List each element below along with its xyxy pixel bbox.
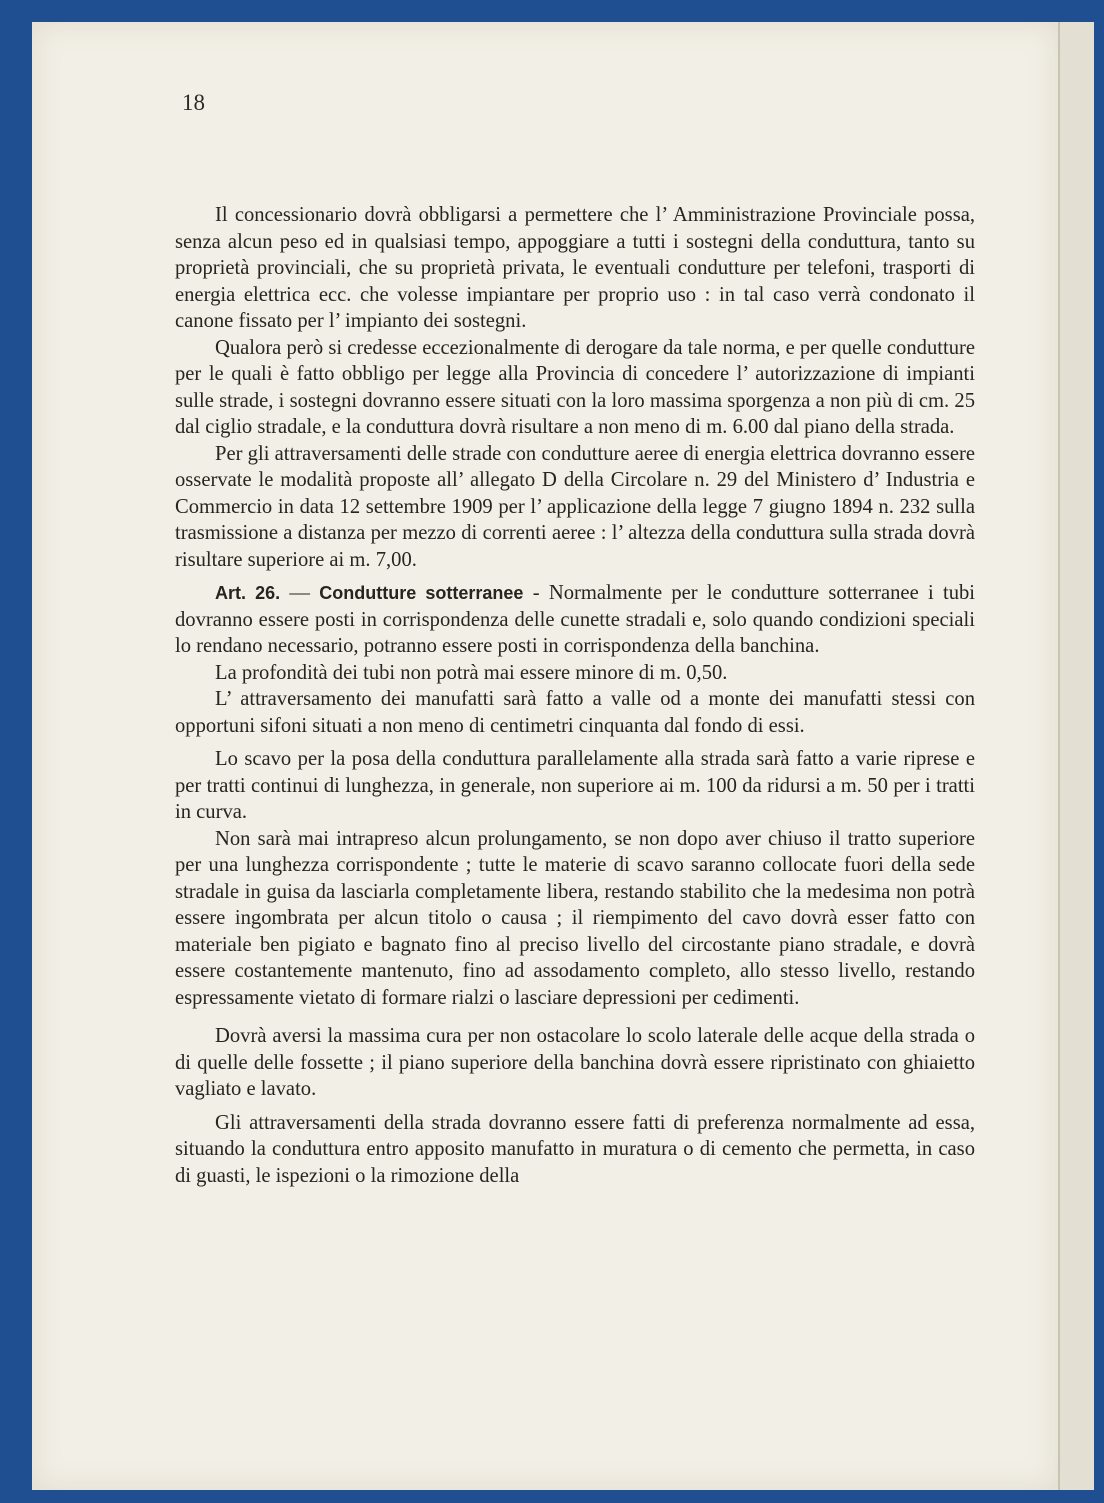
article-dash: — <box>280 582 320 604</box>
paragraph-8: Non sarà mai intrapreso alcun prolungamento, se non dopo aver chiuso il tratto superiore per una lunghezza corrispondente ; tutte le materie di scavo saranno collocate fuori della sede stradale in guisa da lasciarla completamente libera, restando stabilito che la medesima non potrà essere ingombrata per alcun titolo o causa ; il riempimento del cavo dovrà esser fatto con materiale ben pigiato e bagnato fino al preciso livello del circostante piano stradale, e dovrà essere costantemente mantenuto, fino ad assodamento completo, allo stesso livello, restando espressamente vietato di formare rialzi o lasciare depressioni per cedimenti. <box>175 827 975 1009</box>
paragraph-3: Per gli attraversamenti delle strade con condutture aeree di energia elettrica dovranno essere osservate le modalità proposte all’ allegato D della Circolare n. 29 del Ministero d’ Industria e Commercio in data 12 settembre 1909 per l’ applicazione della legge 7 giugno 1894 n. 232 sulla trasmissione a distanza per mezzo di correnti aeree : l’ altezza della conduttura sulla strada dovrà risultare superiore ai m. 7,00. <box>175 442 975 571</box>
article-number: Art. 26. <box>215 583 281 603</box>
paragraph-9: Dovrà aversi la massima cura per non ostacolare lo scolo laterale delle acque della strada o di quelle delle fossette ; il piano superiore della banchina dovrà essere ripristinato con ghiaietto vagliato e lavato. <box>175 1025 975 1100</box>
document-page <box>32 22 1058 1490</box>
paragraph-6: L’ attraversamento dei manufatti sarà fatto a valle od a monte dei manufatti stessi con opportuni sifoni situati a non meno di centimetri cinquanta dal fondo di essi. <box>175 688 975 737</box>
paragraph-2: Qualora però si credesse eccezionalmente di derogare da tale norma, e per quelle condutture per le quali è fatto obbligo per legge alla Provincia di concedere l’ autorizzazione di impianti sulle strade, i sostegni dovranno essere situati con la loro massima sporgenza a non più di cm. 25 dal ciglio stradale, e la conduttura dovrà risultare a non meno di m. 6.00 dal piano della strada. <box>175 336 975 438</box>
article-26-paragraph <box>175 580 975 660</box>
article-text: Normalmente per le condutture sotterranee i tubi dovranno essere posti in corrispondenza delle cunette stradali e, solo quando condizioni speciali lo rendano necessario, potranno essere posti in corrispondenza della banchina. <box>175 582 976 657</box>
paragraph-5: La profondità dei tubi non potrà mai essere minore di m. 0,50. <box>215 661 728 684</box>
article-separator: - <box>523 582 549 604</box>
article-heading: Condutture sotterranee <box>319 583 524 603</box>
body-text <box>175 202 975 1189</box>
page-number: 18 <box>182 90 205 115</box>
page-edge <box>1058 22 1094 1490</box>
paragraph-7: Lo scavo per la posa della conduttura parallelamente alla strada sarà fatto a varie riprese e per tratti continui di lunghezza, in generale, non superiore ai m. 100 da ridursi a m. 50 per i tratti in curva. <box>175 748 975 823</box>
paragraph-10: Gli attraversamenti della strada dovranno essere fatti di preferenza normalmente ad essa, situando la conduttura entro apposito manufatto in muratura o di cemento che permetta, in caso di guasti, le ispezioni o la rimozione della <box>175 1111 975 1187</box>
paragraph-1: Il concessionario dovrà obbligarsi a permettere che l’ Amministrazione Provinciale possa, senza alcun peso ed in qualsiasi tempo, appoggiare a tutti i sostegni della conduttura, tanto su proprietà provinciali, che su proprietà privata, le eventuali condutture per telefoni, trasporti di energia elettrica ecc. che volesse impiantare per proprio uso : in tal caso verrà condonato il canone fissato per l’ impianto dei sostegni. <box>175 204 975 332</box>
